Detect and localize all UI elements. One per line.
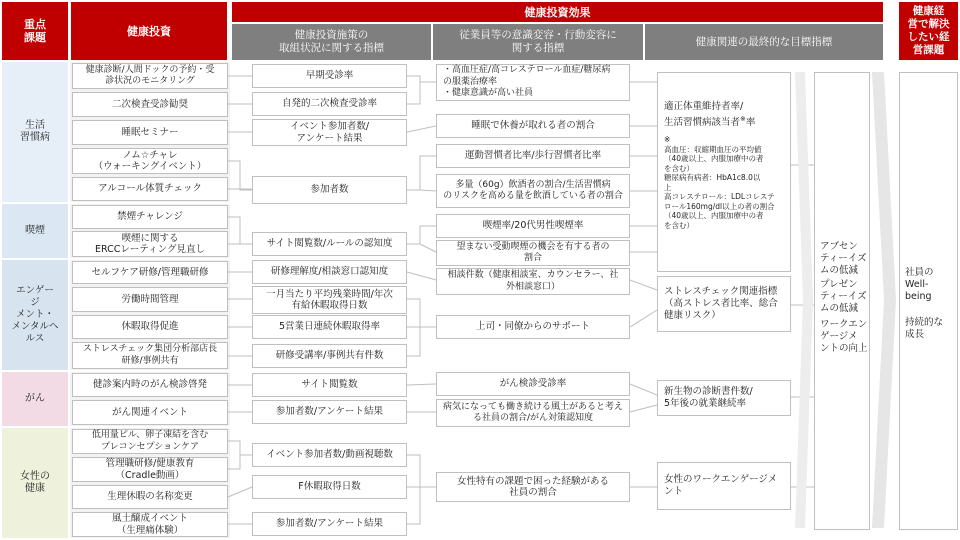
header-investment: 健康投資: [71, 2, 227, 60]
measure-consecutive-leave: 5営業日連続休暇取得率: [252, 315, 407, 339]
arrow-right-icon: [795, 72, 813, 528]
investment-cancer-event: がん関連イベント: [72, 400, 228, 425]
category-smoking: 喫煙: [2, 204, 68, 258]
investment-health-checkup: 健康診断/人間ドックの予約・受 診状況のモニタリング: [72, 63, 228, 89]
measure-overtime-leave: 一月当たり平均残業時間/年次 有給休暇取得日数: [252, 286, 407, 314]
investment-walking-event: ノム☆チャレ （ウォーキングイベント）: [72, 148, 228, 174]
investment-alcohol-check: アルコール体質チェック: [72, 177, 228, 201]
behavior-exercise: 運動習慣者比率/歩行習慣者比率: [436, 144, 630, 168]
behavior-cancer-screening: がん検診受診率: [436, 372, 630, 396]
behavior-drinking: 多量（60g）飲酒者の割合/生活習慣病 のリスクを高める量を飲酒している者の割合: [436, 174, 630, 208]
header-issue: 健康経 営で解決 したい経 営課題: [899, 2, 958, 60]
header-behavior: 従業員等の意識変容・行動変容に 関する指標: [433, 24, 643, 60]
investment-leave-promotion: 休暇取得促進: [72, 315, 228, 339]
measure-event-video: イベント参加者数/動画視聴数: [252, 443, 407, 467]
final-cancer: 新生物の診断書件数/ 5年後の就業継続率: [657, 380, 791, 416]
measure-participants: 参加者数: [252, 176, 407, 204]
measure-participants-survey-women: 参加者数/アンケート結果: [252, 512, 407, 536]
header-effect: 健康投資効果: [232, 2, 883, 22]
final-lifestyle-note: ※ 高血圧：収縮期血圧の平均値 （40歳以上、内服加療中の者 を含む） 糖尿病有病者：HbA1c8.0以 上 高コレステロール：LDLコレステ ロール160mg/dl以上の者の割合 （40歳以上、内服加療中の者 を含む）: [664, 135, 775, 230]
final-lifestyle-sup: ※: [740, 115, 746, 123]
behavior-supervisor-support: 上司・同僚からのサポート: [436, 315, 630, 339]
measure-training-awareness: 研修理解度/相談窓口認知度: [252, 260, 407, 284]
investment-selfcare-training: セルフケア研修/管理職研修: [72, 261, 228, 284]
investment-working-hours: 労働時間管理: [72, 287, 228, 312]
behavior-medication-awareness: ・高血圧症/高コレステロール血症/糖尿病 の服薬治療率 ・健康意識が高い社員: [436, 64, 630, 101]
outcome-absenteeism: アブセン ティーイズ ムの低減: [820, 241, 867, 276]
header-final: 健康関連の最終的な目標指標: [645, 24, 883, 60]
behavior-smoking-rate: 喫煙率/20代男性喫煙率: [436, 214, 630, 238]
investment-cancer-screening: 健診案内時のがん検診啓発: [72, 373, 228, 397]
investment-culture-event: 風土醸成イベント （生理痛体験）: [72, 512, 228, 537]
investment-smoking-rating: 喫煙に関する ERCCレーティング見直し: [72, 231, 228, 257]
measure-site-views: サイト閲覧数: [252, 373, 407, 397]
outcome-presenteeism: プレゼン ティーイズ ムの低減: [820, 279, 867, 314]
category-lifestyle: 生活 習慣病: [2, 62, 68, 202]
measure-event-survey: イベント参加者数/ アンケート結果: [252, 119, 407, 146]
investment-stress-analysis: ストレスチェック集団分析部店長 研修/事例共有: [72, 342, 228, 369]
behavior-consultations: 相談件数（健康相談室、カウンセラー、社 外相談窓口）: [436, 268, 630, 295]
category-women: 女性の 健康: [2, 428, 68, 538]
outcomes-box: [814, 72, 870, 530]
investment-manager-education: 管理職研修/健康教育 （Cradle動画）: [72, 457, 228, 482]
final-stress: ストレスチェック関連指標 （高ストレス者比率、総合 健康リスク）: [657, 276, 791, 332]
measure-f-leave-days: F休暇取得日数: [252, 475, 407, 499]
issue-box: [899, 72, 958, 530]
category-mental: エンゲー ジ メント・ メンタルヘ ルス: [2, 260, 68, 370]
header-priority: 重点 課題: [2, 2, 68, 60]
behavior-women-issues: 女性特有の課題で困った経験がある 社員の割合: [436, 472, 630, 502]
issue-wellbeing: 社員の Well- being: [905, 267, 934, 302]
investment-secondary-exam: 二次検査受診勧奨: [72, 92, 228, 117]
final-women: 女性のワークエンゲージメント: [657, 462, 791, 510]
category-cancer: がん: [2, 372, 68, 426]
investment-preconception-care: 低用量ピル、卵子凍結を含む プレコンセプションケア: [72, 429, 228, 454]
final-lifestyle-title: 適正体重維持者率/ 生活習慣病該当者: [664, 101, 744, 129]
behavior-work-culture: 病気になっても働き続ける風土があると考え る社員の割合/がん対策認知度: [436, 399, 630, 427]
outcome-engagement: ワークエン ゲージメ ントの向上: [820, 319, 868, 354]
issue-growth: 持続的な 成長: [905, 317, 944, 340]
final-lifestyle-suffix: 率: [745, 117, 756, 129]
measure-early-visit: 早期受診率: [252, 64, 407, 88]
header-measures: 健康投資施策の 取組状況に関する指標: [232, 24, 431, 60]
investment-sleep-seminar: 睡眠セミナー: [72, 120, 228, 145]
behavior-passive-smoking: 望まない受動喫煙の機会を有する者の 割合: [436, 240, 630, 266]
behavior-sleep-rest: 睡眠で休養が取れる者の割合: [436, 114, 630, 138]
measure-voluntary-exam: 自発的二次検査受診率: [252, 92, 407, 116]
final-lifestyle: [657, 72, 791, 272]
arrow-right-icon: [872, 72, 896, 528]
measure-site-views-rules: サイト閲覧数/ルールの認知度: [252, 232, 407, 256]
measure-participants-survey: 参加者数/アンケート結果: [252, 400, 407, 424]
investment-leave-rename: 生理休暇の名称変更: [72, 485, 228, 509]
measure-training-cases: 研修受講率/事例共有件数: [252, 344, 407, 368]
investment-quit-smoking: 禁煙チャレンジ: [72, 205, 228, 229]
